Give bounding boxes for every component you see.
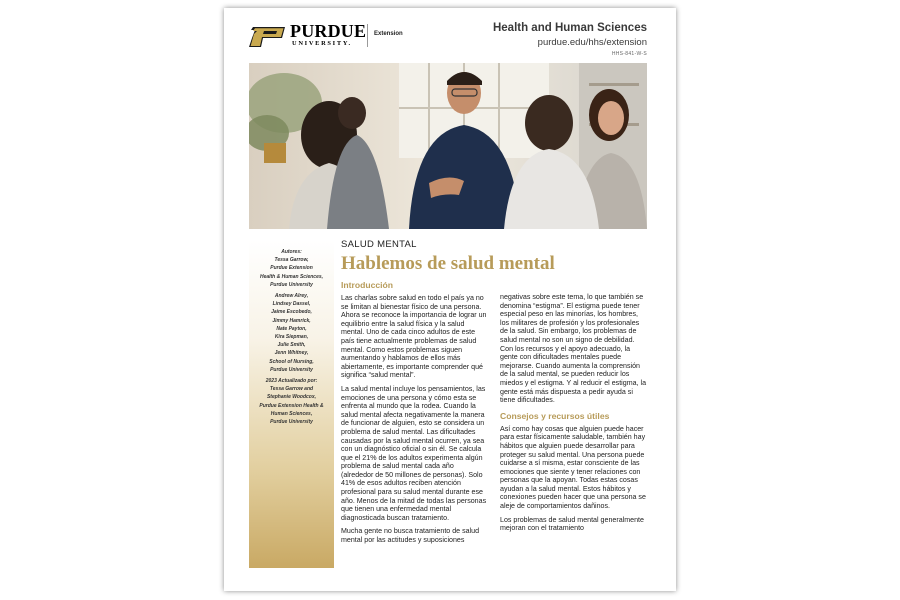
author-line: Health & Human Sciences, [259,273,324,280]
column-2 [500,293,647,538]
author-line: Jenn Whitney, [274,350,309,357]
article-kicker: SALUD MENTAL [341,239,417,250]
section-heading-tips: Consejos y recursos útiles [500,410,610,421]
paragraph: Mucha gente no busca tratamiento de salud mental por las actitudes y suposiciones [341,527,480,545]
logo-extension: Extension [374,31,403,37]
author-line: Kira Siepman, [274,334,309,341]
paragraph: La salud mental incluye los pensamientos, las emociones de una persona y cómo esta se enfrenta al mundo que la rodea. Cuando la salud mental afecta negativamente la manera de funcionar de alguien, esto se considera un problema de salud mental. Las dificultades causadas por la salud mental ocurren, ya sea con un diagnóstico oficial o sin él. Se calcula que el 21% de los adultos experimenta algún problema de salud mental cada año (alrededor de 50 millones de personas). Solo 41% de esos adultos reciben atención profesional para su salud mental durante ese año. Menos de la mitad de todas las personas que tienen una enfermedad mental diagnosticada buscan tratamiento. [341,384,487,522]
paragraph: Los problemas de salud mental generalmente mejoran con el tratamiento [500,515,644,533]
authors-sidebar [249,240,334,568]
paragraph: Así como hay cosas que alguien puede hacer para estar físicamente saludable, también hay hábitos que alguien puede desarrollar para proteger su salud mental. Una persona puede cuidarse a sí misma, estar consciente de las emociones que siente y tener relaciones con personas que la apoyan. Todas estas cosas ayudan a la salud mental. Estos hábitos y conexiones pueden hacer que una persona se aleje de comportamientos dañinos. [500,424,646,511]
author-line: Julie Smith, [277,342,306,349]
author-line: Tessa Garrow, [274,257,309,264]
purdue-p-logo-icon [249,27,287,47]
department-url[interactable]: purdue.edu/hhs/extension [537,37,647,48]
author-line: Human Sciences, [270,410,313,417]
author-line: Lindsey Dassel, [272,301,311,308]
section-heading-intro: Introducción [341,280,394,290]
author-line: Stephanie Woodcox, [266,394,317,401]
updated-block [249,377,334,426]
document-code: HHS-841-W-S [611,51,647,57]
article-title: Hablemos de salud mental [341,253,555,274]
author-line: Nate Payton, [276,325,307,332]
paragraph: negativas sobre este tema, lo que también se denomina “estigma”. El estigma puede tener especial peso en las minorías, los hombres, los militares de profesión y los profesionales de la salud. Sin embargo, los problemas de salud mental no son un signo de debilidad. Con los recursos y el apoyo adecuado, la gente con dificultades mentales puede mejorarse. Cuando aumenta la comprensión de la salud mental, se pueden reducir los miedos y el estigma. Y al reducir el estigma, la gente está más dispuesta a pedir ayuda si tiene dificultades. [500,293,647,405]
authors-heading: Autores: [281,249,302,255]
logo-divider [367,24,368,47]
authors-block-2 [249,292,334,374]
author-line: Purdue University [270,419,313,426]
author-line: Jaime Escobedo, [271,309,312,316]
author-line: Jimmy Hamrick, [272,317,311,324]
document-page [224,8,676,591]
header-photo [249,63,647,229]
author-line: Purdue Extension [270,265,313,272]
logo-wordmark: PURDUE [290,21,367,41]
author-line: Tessa Garrow and [269,386,314,393]
authors-list [249,248,334,429]
column-1 [341,280,488,550]
updated-heading: 2023 Actualizado por: [265,378,318,385]
author-line: Andrew Alrey, [274,293,309,300]
logo-university: UNIVERSITY. [292,40,352,47]
department-title: Health and Human Sciences [492,22,647,34]
author-line: Purdue University [270,366,313,373]
author-line: Purdue University [270,281,313,288]
authors-block-1 [249,248,334,289]
paragraph: Las charlas sobre salud en todo el país ya no se limitan al bienestar físico de una persona. Ahora se reconoce la importancia de lograr un equilibrio entre la salud física y la salud mental. Uno de cada cinco adultos de este país tiene actualmente problemas de salud mental. Como estos problemas siguen aumentando y hablamos de ellos más abiertamente, es importante comprender qué significa “salud mental”. [341,294,487,380]
author-line: School of Nursing, [269,358,314,365]
author-line: Purdue Extension Health & [259,402,324,409]
